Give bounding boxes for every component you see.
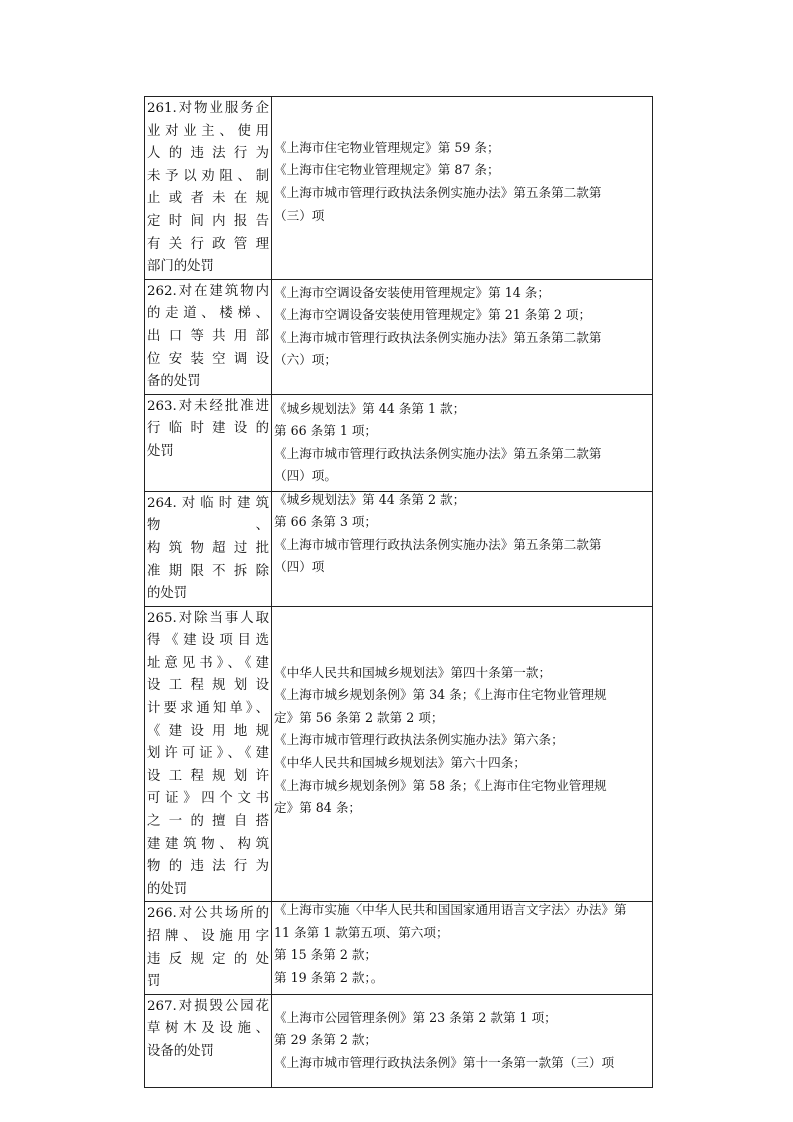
item-text-line: 物的违法行为: [147, 859, 269, 875]
item-description: [145, 280, 271, 394]
table-row: [145, 491, 653, 606]
item-cell: [145, 394, 272, 491]
legal-basis-line: 《上海市住宅物业管理规定》第 87 条；: [274, 162, 500, 178]
item-description: [145, 902, 271, 993]
item-text-line: 部门的处罚: [147, 259, 214, 275]
legal-basis-line: 《上海市城乡规划条例》第 58 条；《上海市住宅物业管理规: [274, 777, 607, 793]
item-text-line: 《建设用地规: [147, 723, 269, 739]
item-text-line: 行临时建设的: [147, 421, 269, 437]
legal-basis-line: 第 66 条第 1 项；: [274, 423, 378, 439]
legal-basis-line: 《上海市城市管理行政执法条例实施办法》第五条第二款第: [274, 445, 602, 461]
item-text-line: 违反规定的处: [147, 951, 269, 967]
item-text-line: 建建筑物、构筑: [147, 836, 269, 852]
legal-basis-line: 《上海市城市管理行政执法条例实施办法》第六条；: [274, 732, 564, 748]
legal-basis-cell: [272, 491, 653, 606]
item-text-line: 设工程规划设: [147, 678, 269, 694]
item-text-line: 出口等共用部: [147, 328, 269, 344]
item-text-line: 264.对临时建筑物、: [147, 495, 269, 534]
item-text-line: 招牌、设施用字: [147, 929, 269, 944]
legal-basis-line: 《上海市城乡规划条例》第 34 条；《上海市住宅物业管理规: [274, 687, 607, 703]
legal-basis: [272, 607, 652, 875]
legal-basis-line: 11 条第 1 款第五项、第六项；: [274, 924, 449, 940]
legal-basis-line: 《上海市城市管理行政执法条例实施办法》第五条第二款第: [274, 185, 602, 200]
legal-basis-line: 定》第 84 条；: [274, 800, 362, 816]
item-text-line: 267.对损毁公园花: [147, 998, 269, 1014]
table-row: [145, 97, 653, 280]
item-text-line: 的走道、楼梯、: [147, 306, 269, 322]
table-body: [145, 97, 653, 1088]
item-text-line: 可证》四个文书: [147, 791, 269, 807]
item-cell: [145, 97, 272, 280]
legal-basis-line: 《上海市城市管理行政执法条例》第十一条第一款第（三）项: [274, 1055, 615, 1071]
item-text-line: 未予以劝阻、制: [147, 168, 269, 184]
item-cell: [145, 606, 272, 902]
item-cell: [145, 994, 272, 1087]
enforcement-items-table: [144, 96, 653, 1088]
legal-basis-line: 第 66 条第 3 项；: [274, 514, 378, 530]
legal-basis-line: （六）项；: [274, 352, 337, 368]
table-row: [145, 279, 653, 394]
item-description: [145, 97, 271, 279]
legal-basis-cell: [272, 994, 653, 1087]
legal-basis: [272, 492, 652, 576]
legal-basis: [272, 280, 652, 374]
legal-basis-line: 《上海市住宅物业管理规定》第 59 条；: [274, 139, 500, 155]
item-text-line: 备的处罚: [147, 374, 201, 390]
item-description: [145, 395, 271, 464]
legal-basis-line: 第 29 条第 2 款；: [274, 1032, 378, 1048]
legal-basis-line: 定》第 56 条第 2 款第 2 项；: [274, 709, 444, 725]
item-description: [145, 607, 271, 902]
item-text-line: 之一的擅自搭: [147, 814, 269, 830]
legal-basis-line: 《城乡规划法》第 44 条第 2 款；: [274, 491, 466, 507]
item-description: [145, 492, 271, 606]
legal-basis-line: （四）项: [274, 559, 325, 575]
legal-basis: [272, 995, 652, 1087]
legal-basis-line: （三）项: [274, 207, 325, 223]
item-text-line: 263.对未经批准进: [147, 398, 269, 414]
item-text-line: 人的违法行为: [147, 146, 269, 162]
legal-basis-cell: [272, 97, 653, 280]
legal-basis-cell: [272, 394, 653, 491]
item-text-line: 处罚: [147, 443, 174, 459]
legal-basis-cell: [272, 279, 653, 394]
item-text-line: 266.对公共场所的: [147, 906, 269, 922]
item-text-line: 设工程规划许: [147, 768, 269, 784]
legal-basis-line: 《上海市空调设备安装使用管理规定》第 21 条第 2 项；: [274, 307, 592, 323]
item-text-line: 得《建设项目选: [147, 633, 269, 649]
item-text-line: 草树木及设施、: [147, 1021, 269, 1037]
legal-basis: [272, 97, 652, 267]
legal-basis-line: 《上海市公园管理条例》第 23 条第 2 款第 1 项；: [274, 1009, 557, 1025]
legal-basis-line: 《中华人民共和国城乡规划法》第四十条第一款；: [274, 664, 552, 680]
table-row: [145, 994, 653, 1087]
item-description: [145, 995, 271, 1064]
item-text-line: 址意见书》、《建: [147, 655, 269, 671]
legal-basis-cell: [272, 902, 653, 994]
legal-basis-line: 《中华人民共和国城乡规划法》第六十四条；: [274, 754, 526, 770]
legal-basis-line: 《城乡规划法》第 44 条第 1 款；: [274, 400, 466, 416]
table-row: [145, 394, 653, 491]
legal-basis-line: （四）项。: [274, 468, 337, 484]
item-text-line: 业对业主、使用: [147, 123, 269, 139]
legal-basis: [272, 395, 652, 491]
item-text-line: 261.对物业服务企: [147, 101, 269, 116]
item-cell: [145, 902, 272, 994]
item-text-line: 罚: [147, 974, 161, 990]
item-text-line: 有关行政管理: [147, 236, 269, 252]
item-text-line: 止或者未在规: [147, 191, 269, 207]
table-row: [145, 606, 653, 902]
table-row: [145, 902, 653, 994]
item-text-line: 262.对在建筑物内: [147, 283, 269, 299]
legal-basis-line: 第 19 条第 2 款；。: [274, 970, 384, 985]
legal-basis: [272, 902, 652, 986]
item-cell: [145, 491, 272, 606]
item-text-line: 计要求通知单》、: [147, 701, 269, 717]
item-text-line: 划许可证》、《建: [147, 746, 269, 762]
legal-basis-line: 《上海市城市管理行政执法条例实施办法》第五条第二款第: [274, 536, 602, 552]
item-text-line: 265.对除当事人取: [147, 610, 269, 626]
item-cell: [145, 279, 272, 394]
legal-basis-line: 《上海市城市管理行政执法条例实施办法》第五条第二款第: [274, 329, 602, 345]
item-text-line: 定时间内报告: [147, 213, 269, 229]
item-text-line: 位安装空调设: [147, 351, 269, 367]
legal-basis-line: 《上海市空调设备安装使用管理规定》第 14 条；: [274, 284, 550, 300]
legal-basis-line: 第 15 条第 2 款；: [274, 947, 378, 963]
item-text-line: 的处罚: [147, 881, 188, 897]
legal-basis-cell: [272, 606, 653, 902]
item-text-line: 设备的处罚: [147, 1043, 214, 1059]
legal-basis-line: 《上海市实施〈中华人民共和国国家通用语言文字法〉办法》第: [274, 902, 627, 918]
item-text-line: 准期限不拆除: [147, 563, 269, 579]
item-text-line: 的处罚: [147, 586, 188, 602]
item-text-line: 构筑物超过批: [147, 540, 269, 556]
